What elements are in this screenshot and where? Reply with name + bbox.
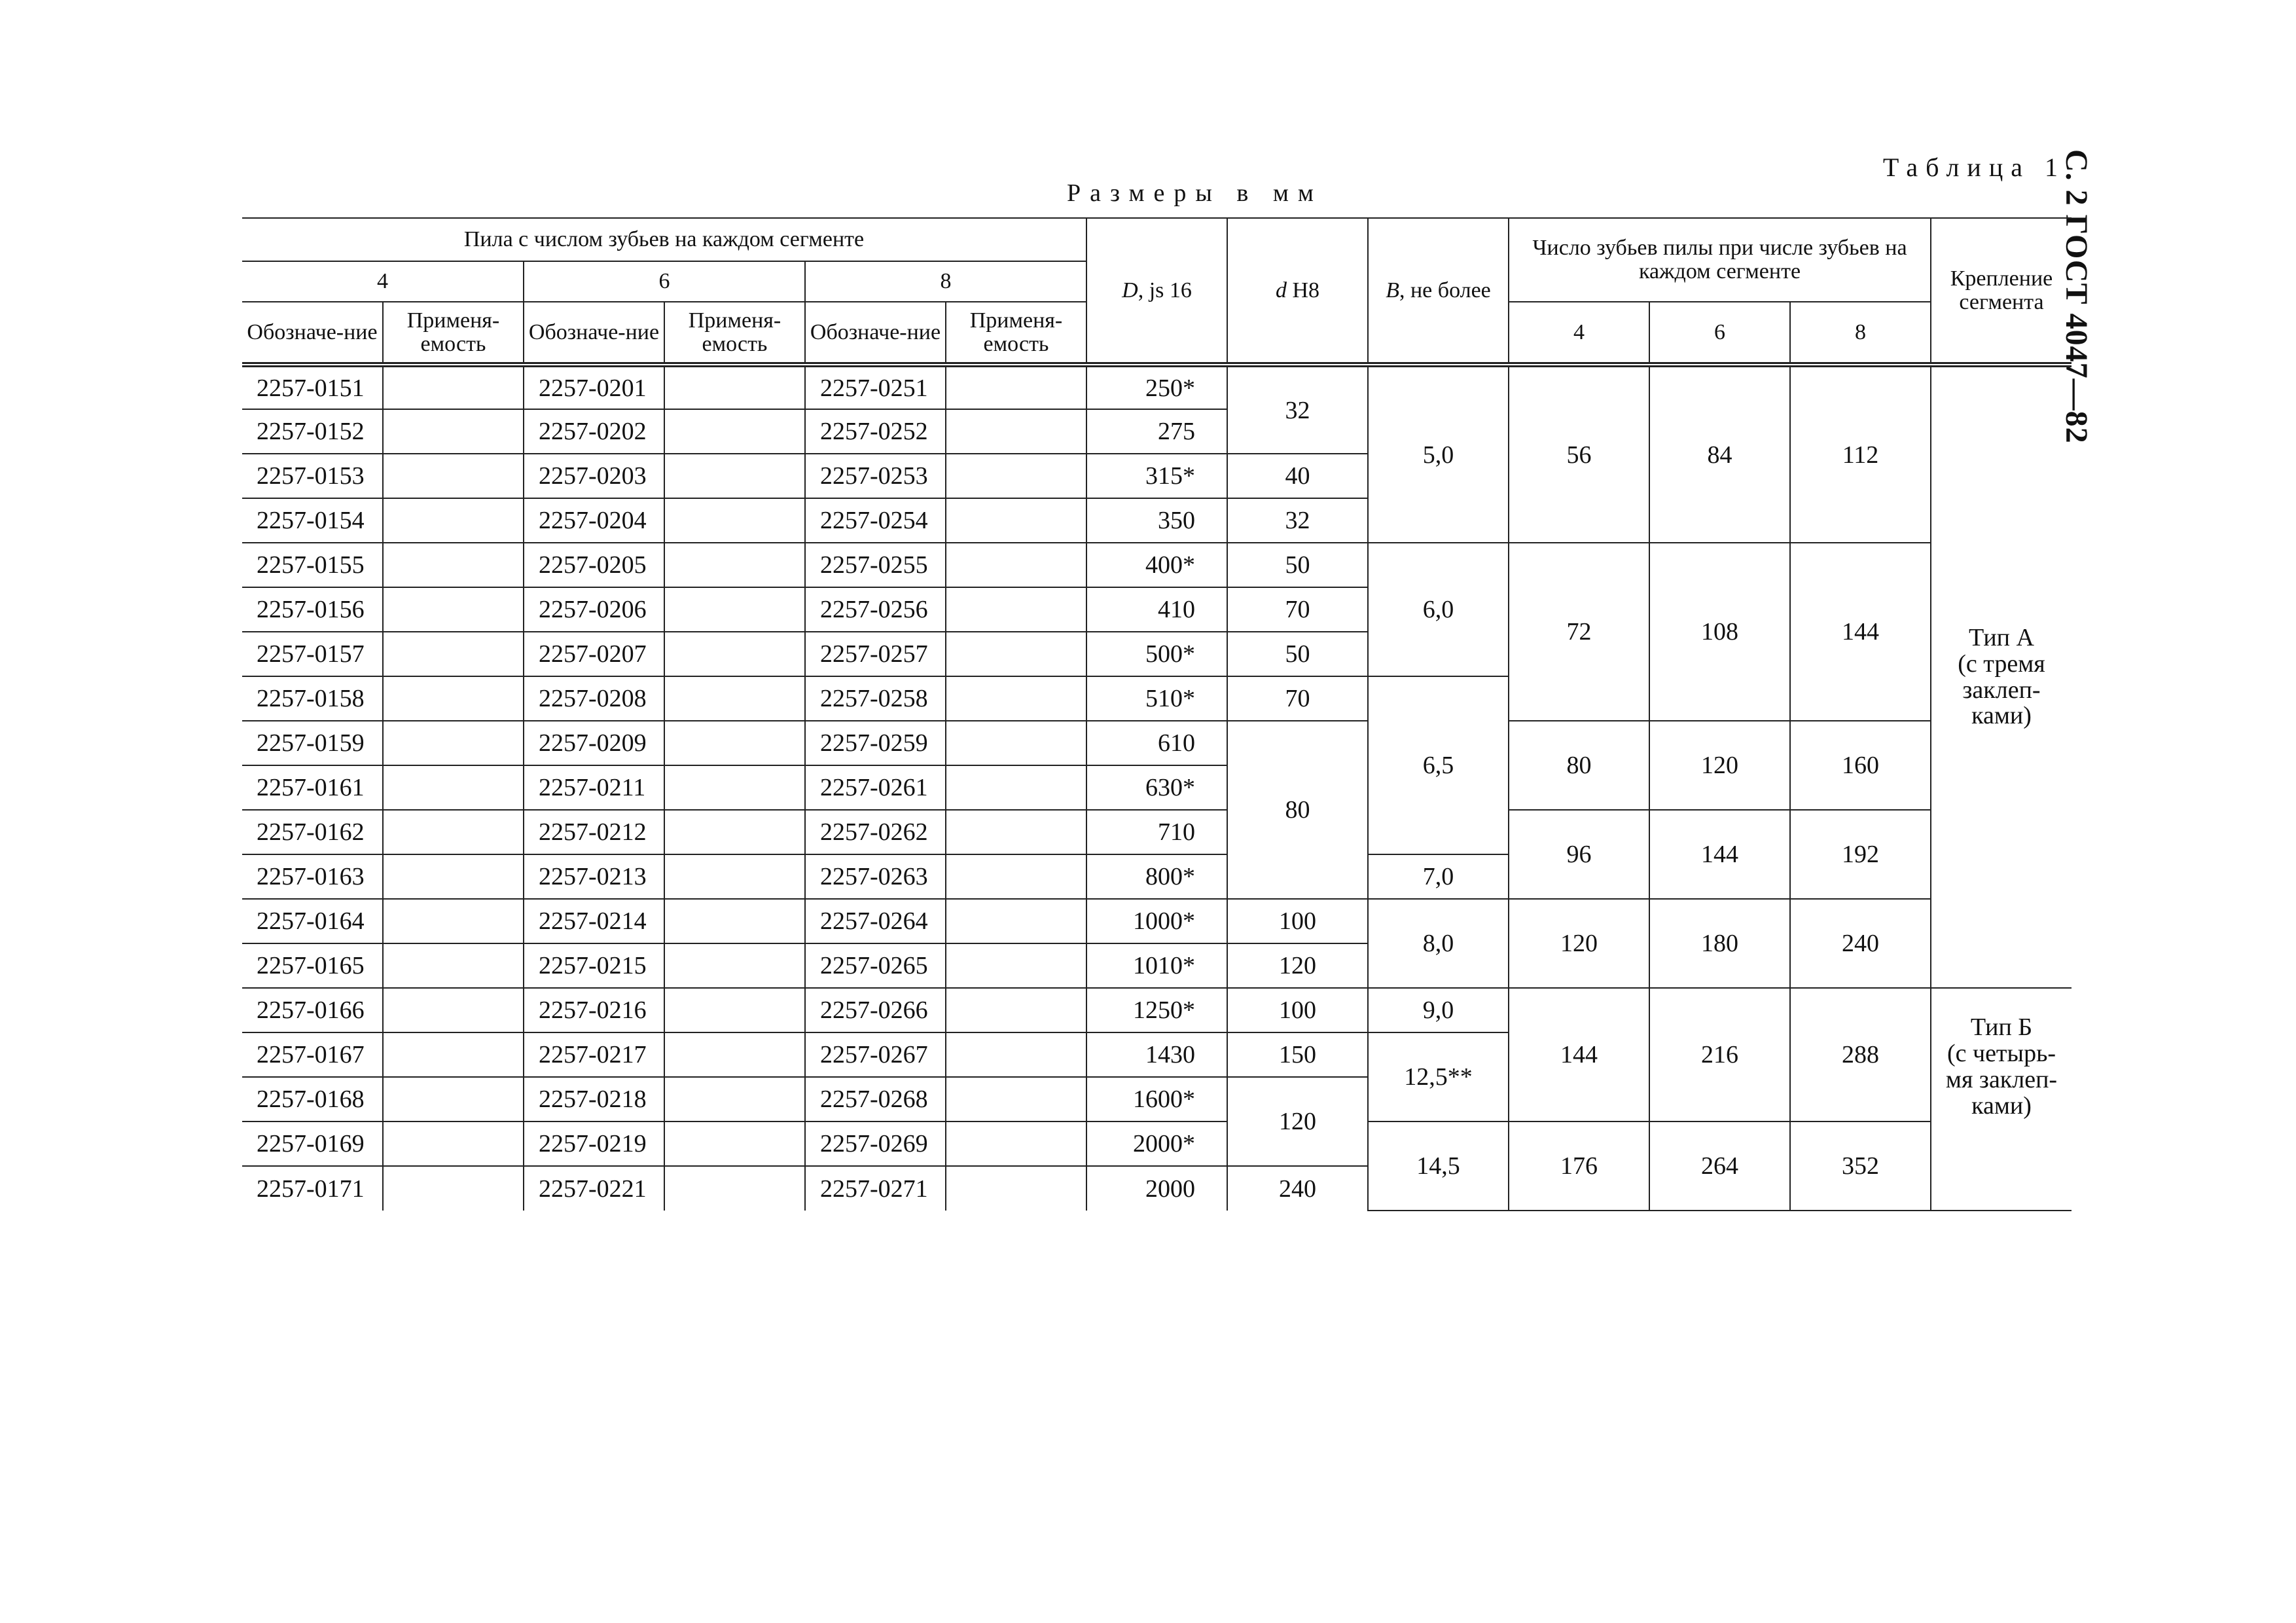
- designation-4-cell: 2257-0152: [242, 409, 383, 454]
- d-cell: 50: [1227, 543, 1368, 587]
- mount-type-b-line: мя заклеп-: [1945, 1065, 2058, 1093]
- d-cell: 70: [1227, 676, 1368, 721]
- designation-6-cell: 2257-0202: [524, 409, 664, 454]
- designation-8-cell: 2257-0266: [805, 988, 946, 1032]
- designation-8-cell: 2257-0262: [805, 810, 946, 854]
- applicability-cell: [664, 1122, 805, 1166]
- applicability-cell: [946, 632, 1086, 676]
- designation-6-cell: 2257-0204: [524, 498, 664, 543]
- applicability-cell: [946, 810, 1086, 854]
- d-cell: 120: [1227, 1077, 1368, 1166]
- mount-type-b-line: Тип Б: [1970, 1013, 2033, 1041]
- table-row: [242, 810, 2072, 854]
- designation-4-cell: 2257-0155: [242, 543, 383, 587]
- teeth-8-cell: 240: [1790, 899, 1931, 988]
- d-cell: 120: [1227, 943, 1368, 988]
- applicability-cell: [383, 943, 524, 988]
- applicability-cell: [946, 854, 1086, 899]
- D-cell: 315*: [1086, 454, 1227, 498]
- designation-4-cell: 2257-0159: [242, 721, 383, 765]
- header-mount: Крепление сегмента: [1931, 218, 2072, 365]
- D-cell: 510*: [1086, 676, 1227, 721]
- teeth-4-cell: 72: [1509, 543, 1649, 721]
- applicability-cell: [664, 498, 805, 543]
- designation-8-cell: 2257-0252: [805, 409, 946, 454]
- table-row: [242, 899, 2072, 943]
- applicability-cell: [383, 1077, 524, 1122]
- applicability-cell: [383, 498, 524, 543]
- applicability-cell: [664, 409, 805, 454]
- applicability-cell: [946, 988, 1086, 1032]
- designation-4-cell: 2257-0157: [242, 632, 383, 676]
- header-teeth-6: 6: [524, 261, 805, 302]
- d-cell: 240: [1227, 1166, 1368, 1211]
- designation-8-cell: 2257-0267: [805, 1032, 946, 1077]
- D-cell: 710: [1086, 810, 1227, 854]
- applicability-cell: [664, 587, 805, 632]
- table-row: [242, 1122, 2072, 1166]
- applicability-cell: [946, 943, 1086, 988]
- applicability-cell: [383, 988, 524, 1032]
- designation-8-cell: 2257-0254: [805, 498, 946, 543]
- designation-6-cell: 2257-0203: [524, 454, 664, 498]
- D-cell: 1250*: [1086, 988, 1227, 1032]
- applicability-cell: [383, 676, 524, 721]
- header-teeth-total-8: 8: [1790, 302, 1931, 365]
- D-cell: 630*: [1086, 765, 1227, 810]
- header-teeth-4: 4: [242, 261, 524, 302]
- header-D: D, js 16: [1086, 218, 1227, 365]
- d-cell: 40: [1227, 454, 1368, 498]
- teeth-8-cell: 192: [1790, 810, 1931, 899]
- table-row: [242, 988, 2072, 1032]
- applicability-cell: [946, 365, 1086, 409]
- teeth-4-cell: 56: [1509, 365, 1649, 543]
- d-cell: 80: [1227, 721, 1368, 899]
- designation-4-cell: 2257-0161: [242, 765, 383, 810]
- d-cell: 32: [1227, 498, 1368, 543]
- teeth-4-cell: 96: [1509, 810, 1649, 899]
- mount-type-b-line: ками): [1971, 1091, 2032, 1120]
- applicability-cell: [946, 765, 1086, 810]
- D-cell: 1600*: [1086, 1077, 1227, 1122]
- d-cell: 100: [1227, 899, 1368, 943]
- table-row: [242, 365, 2072, 409]
- mount-type-a-line: ками): [1971, 702, 2032, 730]
- d-cell: 150: [1227, 1032, 1368, 1077]
- designation-4-cell: 2257-0164: [242, 899, 383, 943]
- applicability-cell: [664, 721, 805, 765]
- header-teeth-total-6: 6: [1649, 302, 1790, 365]
- applicability-cell: [664, 454, 805, 498]
- applicability-cell: [946, 454, 1086, 498]
- applicability-cell: [383, 365, 524, 409]
- applicability-cell: [383, 587, 524, 632]
- teeth-6-cell: 108: [1649, 543, 1790, 721]
- teeth-6-cell: 84: [1649, 365, 1790, 543]
- designation-6-cell: 2257-0201: [524, 365, 664, 409]
- applicability-cell: [383, 1032, 524, 1077]
- teeth-6-cell: 120: [1649, 721, 1790, 810]
- designation-8-cell: 2257-0261: [805, 765, 946, 810]
- applicability-cell: [664, 632, 805, 676]
- applicability-cell: [383, 1122, 524, 1166]
- applicability-cell: [946, 409, 1086, 454]
- designation-6-cell: 2257-0208: [524, 676, 664, 721]
- teeth-6-cell: 144: [1649, 810, 1790, 899]
- designation-6-cell: 2257-0215: [524, 943, 664, 988]
- applicability-cell: [664, 1166, 805, 1211]
- d-cell: 50: [1227, 632, 1368, 676]
- applicability-cell: [664, 810, 805, 854]
- D-cell: 1430: [1086, 1032, 1227, 1077]
- designation-6-cell: 2257-0217: [524, 1032, 664, 1077]
- mount-type-b-cell: [1931, 988, 2072, 1211]
- B-cell: 8,0: [1368, 899, 1509, 988]
- applicability-cell: [383, 721, 524, 765]
- teeth-6-cell: 180: [1649, 899, 1790, 988]
- D-cell: 2000*: [1086, 1122, 1227, 1166]
- designation-8-cell: 2257-0257: [805, 632, 946, 676]
- designation-6-cell: 2257-0213: [524, 854, 664, 899]
- header-saw-group: Пила с числом зубьев на каждом сегменте: [242, 218, 1086, 261]
- B-cell: 9,0: [1368, 988, 1509, 1032]
- d-cell: 70: [1227, 587, 1368, 632]
- D-cell: 250*: [1086, 365, 1227, 409]
- applicability-cell: [664, 899, 805, 943]
- applicability-cell: [383, 454, 524, 498]
- D-cell: 400*: [1086, 543, 1227, 587]
- header-B: B, не более: [1368, 218, 1509, 365]
- mount-type-a-line: Тип А: [1969, 623, 2034, 651]
- applicability-cell: [383, 899, 524, 943]
- teeth-8-cell: 144: [1790, 543, 1931, 721]
- designation-8-cell: 2257-0264: [805, 899, 946, 943]
- D-cell: 800*: [1086, 854, 1227, 899]
- header-d: d H8: [1227, 218, 1368, 365]
- designation-8-cell: 2257-0253: [805, 454, 946, 498]
- applicability-cell: [383, 632, 524, 676]
- applicability-cell: [383, 1166, 524, 1211]
- mount-type-b-line: (с четырь-: [1946, 1039, 2056, 1067]
- applicability-cell: [946, 1032, 1086, 1077]
- teeth-4-cell: 120: [1509, 899, 1649, 988]
- designation-4-cell: 2257-0156: [242, 587, 383, 632]
- D-cell: 275: [1086, 409, 1227, 454]
- dimensions-table: [242, 217, 2072, 1211]
- table-row: [242, 721, 2072, 765]
- applicability-cell: [664, 943, 805, 988]
- B-cell: 5,0: [1368, 365, 1509, 543]
- applicability-cell: [383, 765, 524, 810]
- applicability-cell: [383, 810, 524, 854]
- designation-4-cell: 2257-0151: [242, 365, 383, 409]
- teeth-4-cell: 176: [1509, 1122, 1649, 1211]
- designation-8-cell: 2257-0269: [805, 1122, 946, 1166]
- applicability-cell: [946, 543, 1086, 587]
- designation-4-cell: 2257-0167: [242, 1032, 383, 1077]
- B-cell: 12,5**: [1368, 1032, 1509, 1122]
- designation-6-cell: 2257-0209: [524, 721, 664, 765]
- designation-8-cell: 2257-0259: [805, 721, 946, 765]
- designation-6-cell: 2257-0218: [524, 1077, 664, 1122]
- teeth-6-cell: 216: [1649, 988, 1790, 1122]
- D-cell: 500*: [1086, 632, 1227, 676]
- applicability-cell: [946, 587, 1086, 632]
- designation-8-cell: 2257-0265: [805, 943, 946, 988]
- designation-6-cell: 2257-0207: [524, 632, 664, 676]
- designation-4-cell: 2257-0153: [242, 454, 383, 498]
- applicability-cell: [664, 365, 805, 409]
- B-cell: 6,5: [1368, 676, 1509, 854]
- designation-8-cell: 2257-0258: [805, 676, 946, 721]
- header-designation-4: Обозначе-ние: [242, 302, 383, 365]
- teeth-8-cell: 160: [1790, 721, 1931, 810]
- applicability-cell: [946, 1166, 1086, 1211]
- table-row: [242, 543, 2072, 587]
- applicability-cell: [664, 543, 805, 587]
- D-cell: 2000: [1086, 1166, 1227, 1211]
- designation-8-cell: 2257-0263: [805, 854, 946, 899]
- designation-6-cell: 2257-0216: [524, 988, 664, 1032]
- designation-4-cell: 2257-0165: [242, 943, 383, 988]
- applicability-cell: [664, 1077, 805, 1122]
- designation-6-cell: 2257-0212: [524, 810, 664, 854]
- designation-6-cell: 2257-0211: [524, 765, 664, 810]
- header-designation-8: Обозначе-ние: [805, 302, 946, 365]
- applicability-cell: [664, 854, 805, 899]
- designation-4-cell: 2257-0158: [242, 676, 383, 721]
- designation-6-cell: 2257-0205: [524, 543, 664, 587]
- D-cell: 610: [1086, 721, 1227, 765]
- header-D-symbol: D: [1122, 278, 1138, 302]
- D-cell: 410: [1086, 587, 1227, 632]
- B-cell: 14,5: [1368, 1122, 1509, 1211]
- designation-6-cell: 2257-0219: [524, 1122, 664, 1166]
- designation-4-cell: 2257-0168: [242, 1077, 383, 1122]
- designation-4-cell: 2257-0162: [242, 810, 383, 854]
- mount-type-a-line: заклеп-: [1962, 676, 2041, 704]
- teeth-6-cell: 264: [1649, 1122, 1790, 1211]
- teeth-8-cell: 352: [1790, 1122, 1931, 1211]
- mount-type-a-line: (с тремя: [1958, 649, 2045, 678]
- designation-6-cell: 2257-0214: [524, 899, 664, 943]
- designation-8-cell: 2257-0256: [805, 587, 946, 632]
- header-applicability-8: Применя-емость: [946, 302, 1086, 365]
- d-cell: 100: [1227, 988, 1368, 1032]
- applicability-cell: [383, 854, 524, 899]
- designation-4-cell: 2257-0166: [242, 988, 383, 1032]
- teeth-4-cell: 80: [1509, 721, 1649, 810]
- D-cell: 1010*: [1086, 943, 1227, 988]
- designation-8-cell: 2257-0255: [805, 543, 946, 587]
- applicability-cell: [946, 498, 1086, 543]
- designation-4-cell: 2257-0163: [242, 854, 383, 899]
- units-caption: Размеры в мм: [1067, 179, 1323, 207]
- designation-6-cell: 2257-0221: [524, 1166, 664, 1211]
- teeth-8-cell: 112: [1790, 365, 1931, 543]
- header-applicability-6: Применя-емость: [664, 302, 805, 365]
- applicability-cell: [946, 1077, 1086, 1122]
- mount-type-a-cell: [1931, 365, 2072, 988]
- header-d-symbol: d: [1275, 278, 1287, 302]
- applicability-cell: [383, 543, 524, 587]
- designation-8-cell: 2257-0251: [805, 365, 946, 409]
- d-cell: 32: [1227, 365, 1368, 454]
- teeth-8-cell: 288: [1790, 988, 1931, 1122]
- D-cell: 350: [1086, 498, 1227, 543]
- designation-4-cell: 2257-0171: [242, 1166, 383, 1211]
- applicability-cell: [946, 721, 1086, 765]
- teeth-4-cell: 144: [1509, 988, 1649, 1122]
- table-label: Таблица 1: [1882, 153, 2066, 182]
- designation-4-cell: 2257-0169: [242, 1122, 383, 1166]
- applicability-cell: [946, 899, 1086, 943]
- header-designation-6: Обозначе-ние: [524, 302, 664, 365]
- designation-4-cell: 2257-0154: [242, 498, 383, 543]
- applicability-cell: [664, 765, 805, 810]
- applicability-cell: [664, 1032, 805, 1077]
- D-cell: 1000*: [1086, 899, 1227, 943]
- header-B-symbol: B: [1386, 278, 1399, 302]
- B-cell: 6,0: [1368, 543, 1509, 676]
- applicability-cell: [664, 676, 805, 721]
- B-cell: 7,0: [1368, 854, 1509, 899]
- applicability-cell: [946, 676, 1086, 721]
- applicability-cell: [664, 988, 805, 1032]
- applicability-cell: [383, 409, 524, 454]
- designation-6-cell: 2257-0206: [524, 587, 664, 632]
- header-applicability-4: Применя-емость: [383, 302, 524, 365]
- header-teeth-8: 8: [805, 261, 1086, 302]
- page-header: С. 2 ГОСТ 4047—82: [2059, 149, 2094, 444]
- designation-8-cell: 2257-0268: [805, 1077, 946, 1122]
- header-teeth-total-4: 4: [1509, 302, 1649, 365]
- designation-8-cell: 2257-0271: [805, 1166, 946, 1211]
- header-teeth-total: Число зубьев пилы при числе зубьев на каждом сегменте: [1509, 218, 1931, 302]
- applicability-cell: [946, 1122, 1086, 1166]
